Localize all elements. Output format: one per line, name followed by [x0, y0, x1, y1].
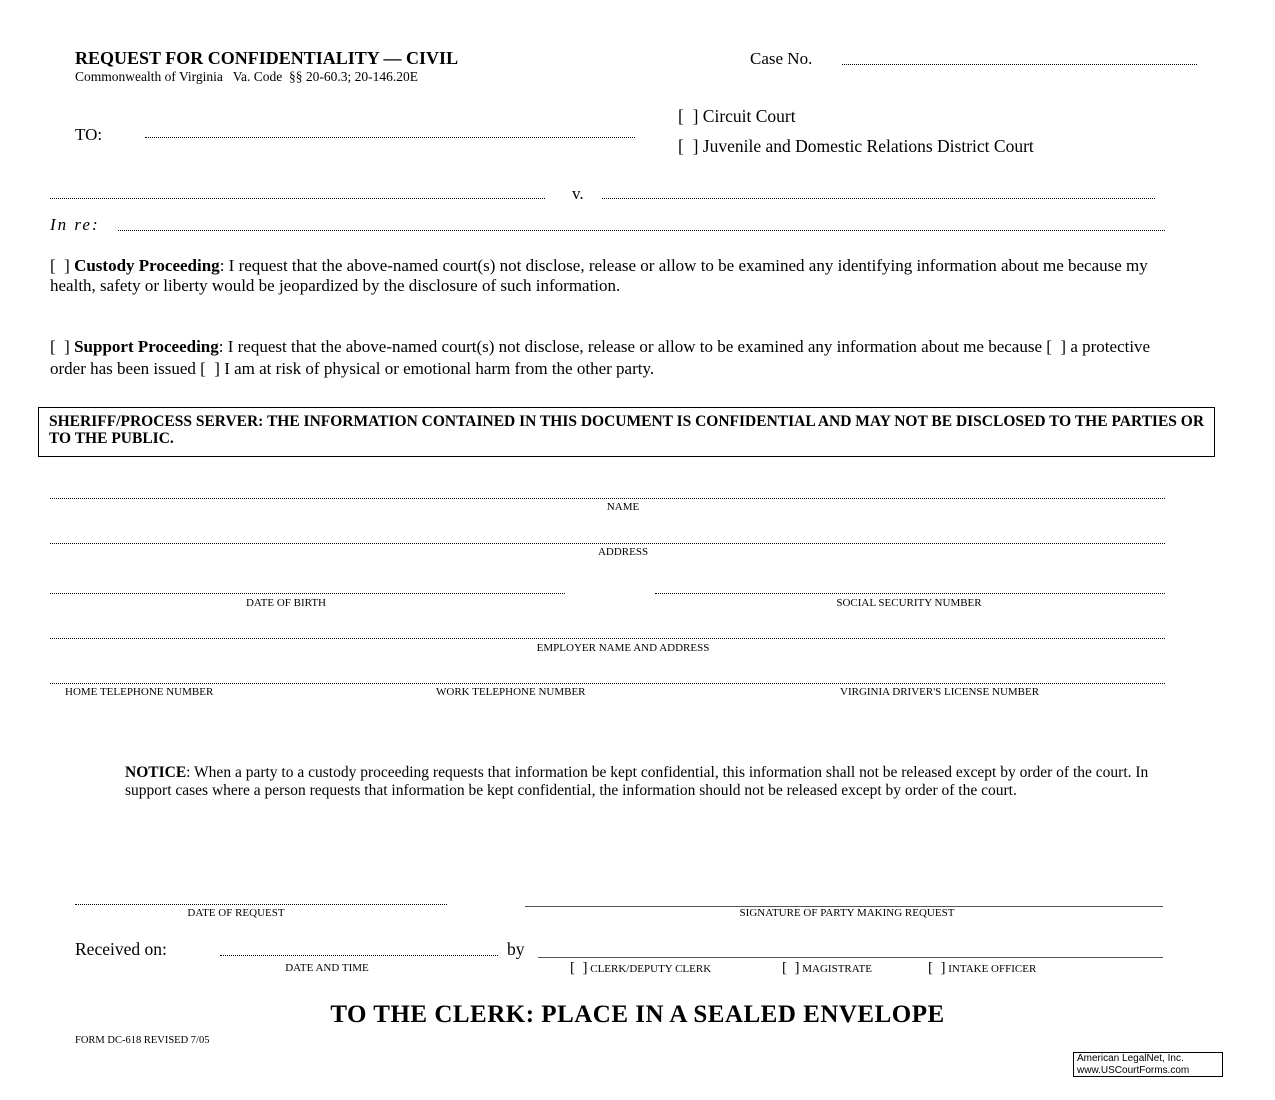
- ssn-field[interactable]: [655, 593, 1165, 594]
- checkbox[interactable]: [ ]: [678, 106, 699, 126]
- checkbox[interactable]: [ ]: [570, 960, 588, 976]
- court-label: Juvenile and Domestic Relations District Court: [702, 136, 1034, 156]
- checkbox[interactable]: [ ]: [678, 136, 699, 156]
- option-clerk[interactable]: [570, 960, 711, 977]
- court-option-circuit[interactable]: [678, 106, 796, 127]
- checkbox[interactable]: [ ]: [928, 960, 946, 976]
- in-re-label: In re:: [50, 215, 100, 234]
- court-option-jdr[interactable]: [678, 136, 1034, 157]
- publisher-name: American LegalNet, Inc.: [1077, 1053, 1184, 1064]
- received-by-label: by: [507, 939, 525, 959]
- protective-order-checkbox[interactable]: [ ]: [1046, 337, 1067, 356]
- option-label: CLERK/DEPUTY CLERK: [590, 963, 712, 975]
- custody-title: Custody Proceeding: [74, 256, 220, 275]
- dob-field[interactable]: [50, 593, 565, 594]
- notice-text: : When a party to a custody proceeding requests that information be kept confidential, this information shall not be released except by order of the court. In support cases where a person requests that information be kept confidential, the information should not be released except by order of the court.: [125, 764, 1149, 799]
- plaintiff-field[interactable]: [50, 198, 545, 199]
- in-re-field[interactable]: [118, 230, 1165, 231]
- address-field[interactable]: [50, 543, 1165, 544]
- notice-title: NOTICE: [125, 764, 187, 781]
- risk-of-harm-checkbox[interactable]: [ ]: [200, 359, 220, 378]
- option-label: MAGISTRATE: [802, 963, 872, 975]
- date-time-label: DATE AND TIME: [285, 962, 369, 974]
- ssn-label: SOCIAL SECURITY NUMBER: [836, 597, 982, 609]
- support-title: Support Proceeding: [74, 337, 219, 356]
- publisher-box: [1073, 1052, 1223, 1077]
- support-text: a protective order has been issued: [50, 337, 1151, 378]
- employer-label: EMPLOYER NAME AND ADDRESS: [536, 642, 710, 654]
- received-by-field[interactable]: [538, 957, 1163, 958]
- form-subtitle: Commonwealth of Virginia Va. Code §§ 20-60.3; 20-146.20E: [75, 69, 419, 84]
- confidentiality-warning-box: SHERIFF/PROCESS SERVER: THE INFORMATION CONTAINED IN THIS DOCUMENT IS CONFIDENTIAL AND MAY NOT BE DISCLOSED TO THE PARTIES OR TO THE PUBLIC.: [38, 407, 1215, 457]
- form-id: FORM DC-618 REVISED 7/05: [75, 1035, 210, 1046]
- case-no-label: Case No.: [750, 49, 813, 68]
- to-field[interactable]: [145, 137, 635, 138]
- notice-paragraph: [125, 764, 1190, 799]
- option-magistrate[interactable]: [782, 960, 872, 977]
- phone-license-field[interactable]: [50, 683, 1165, 684]
- support-text: : I request that the above-named court(s) not disclose, release or allow to be examined any information about me because: [218, 337, 1047, 356]
- checkbox[interactable]: [ ]: [782, 960, 800, 976]
- custody-checkbox[interactable]: [ ]: [50, 256, 70, 275]
- license-label: VIRGINIA DRIVER'S LICENSE NUMBER: [840, 686, 1040, 698]
- signature-label: SIGNATURE OF PARTY MAKING REQUEST: [739, 907, 955, 919]
- support-checkbox[interactable]: [ ]: [50, 337, 70, 356]
- dob-label: DATE OF BIRTH: [245, 597, 327, 609]
- clerk-instruction: TO THE CLERK: PLACE IN A SEALED ENVELOPE: [330, 1001, 945, 1028]
- home-phone-label: HOME TELEPHONE NUMBER: [65, 686, 214, 698]
- received-date-field[interactable]: [220, 955, 498, 956]
- received-on-label: Received on:: [75, 939, 167, 959]
- name-label: NAME: [606, 501, 640, 513]
- case-no-field[interactable]: [842, 64, 1197, 65]
- support-text: I am at risk of physical or emotional harm from the other party.: [219, 359, 655, 378]
- court-label: Circuit Court: [702, 106, 796, 126]
- name-field[interactable]: [50, 498, 1165, 499]
- custody-text: : I request that the above-named court(s) not disclose, release or allow to be examined any identifying information about me because my health, safety or liberty would be jeopardized by the disclosure of such information.: [50, 256, 1148, 295]
- to-label: TO:: [75, 125, 103, 144]
- date-of-request-label: DATE OF REQUEST: [187, 907, 285, 919]
- publisher-url: www.USCourtForms.com: [1077, 1064, 1190, 1076]
- defendant-field[interactable]: [602, 198, 1155, 199]
- option-intake-officer[interactable]: [928, 960, 1036, 977]
- custody-paragraph: [50, 256, 1190, 296]
- form-title: REQUEST FOR CONFIDENTIALITY — CIVIL: [75, 48, 459, 68]
- work-phone-label: WORK TELEPHONE NUMBER: [436, 686, 586, 698]
- support-paragraph: [50, 336, 1190, 380]
- date-of-request-field[interactable]: [75, 904, 447, 905]
- employer-field[interactable]: [50, 638, 1165, 639]
- option-label: INTAKE OFFICER: [948, 963, 1037, 975]
- versus-label: v.: [572, 184, 584, 203]
- address-label: ADDRESS: [597, 546, 649, 558]
